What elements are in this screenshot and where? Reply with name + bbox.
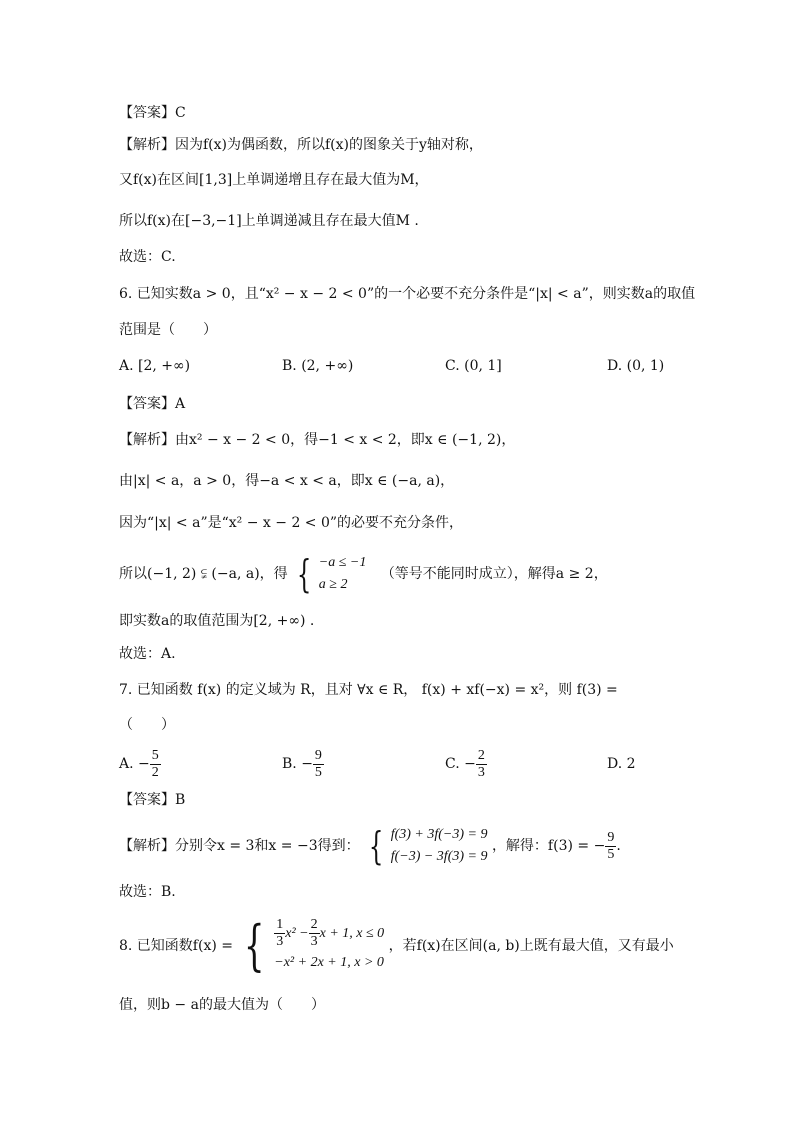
equation-case-2: f(−3) − 3f(3) = 9	[390, 849, 488, 864]
fraction-numerator: 5	[151, 747, 159, 763]
fraction-denominator: 5	[607, 846, 615, 862]
explanation-7-fraction	[605, 830, 616, 863]
left-brace-icon: {	[368, 824, 384, 868]
question-7-line-2: （ ）	[119, 717, 175, 733]
fraction-denominator: 3	[477, 764, 485, 780]
fraction-numerator: 2	[310, 917, 318, 933]
question-8-suffix: ，若f(x)在区间(a, b)上既有最大值，又有最小	[388, 938, 674, 954]
piecewise-case-1-end: x + 1, x ≤ 0	[319, 926, 385, 941]
explanation-6-line-1: 【解析】由x² − x − 2 < 0，得−1 < x < 2，即x ∈ (−1, 2)，	[119, 432, 516, 448]
piecewise-function	[274, 917, 384, 975]
piecewise-fraction-2	[309, 917, 320, 950]
explanation-5-line-1: 【解析】因为f(x)为偶函数，所以f(x)的图象关于y轴对称，	[119, 137, 483, 153]
question-7-line-1: 7. 已知函数 f(x) 的定义域为 R，且对 ∀x ∈ R， f(x) + xf(−x) = x²，则 f(3) =	[119, 682, 618, 698]
fraction-numerator: 2	[477, 747, 485, 763]
explanation-7-line-1	[119, 822, 621, 870]
fraction-numerator: 9	[314, 747, 322, 763]
q6-option-a: A. [2, +∞)	[119, 358, 191, 374]
selection-6: 故选：A.	[119, 646, 176, 662]
explanation-6-line-4-suffix: （等号不能同时成立），解得a ≥ 2，	[380, 566, 608, 582]
q6-option-c: C. (0, 1]	[445, 358, 502, 374]
answer-line-7: 【答案】B	[119, 792, 186, 808]
selection-7: 故选：B.	[119, 884, 176, 900]
q6-option-b: B. (2, +∞)	[282, 358, 354, 374]
question-6-line-1: 6. 已知实数a > 0，且“x² − x − 2 < 0”的一个必要不充分条件是“|x| < a”，则实数a的取值	[119, 286, 696, 302]
explanation-6-line-4-prefix: 所以(−1, 2) ⫋ (−a, a)，得	[119, 566, 288, 582]
question-8-line-2: 值，则b − a的最大值为（ ）	[119, 997, 325, 1013]
explanation-5-line-3: 所以f(x)在[−3,−1]上单调递减且存在最大值M .	[119, 213, 419, 229]
inequality-system	[319, 552, 367, 596]
explanation-7-middle: ，解得：f(3) = −	[491, 838, 606, 854]
explanation-6-line-4	[119, 550, 608, 598]
question-6-line-2: 范围是（ ）	[119, 322, 217, 338]
q7-option-c	[445, 744, 487, 784]
q7-option-b	[282, 744, 324, 784]
q7-option-c-fraction	[476, 748, 487, 781]
question-8-prefix: 8. 已知函数f(x) =	[119, 938, 233, 954]
piecewise-case-2: −x² + 2x + 1, x > 0	[274, 955, 384, 970]
explanation-6-line-3: 因为“|x| < a”是“x² − x − 2 < 0”的必要不充分条件，	[119, 515, 464, 531]
q6-option-d: D. (0, 1)	[607, 358, 665, 374]
q7-option-a	[119, 744, 161, 784]
explanation-7-period: .	[616, 838, 621, 854]
selection-5: 故选：C.	[119, 249, 176, 265]
q7-option-c-label: C. −	[445, 756, 476, 772]
q7-option-d: D. 2	[607, 756, 636, 772]
equation-system	[391, 824, 488, 868]
left-brace-icon: {	[244, 914, 265, 977]
piecewise-case-1	[274, 917, 384, 951]
fraction-denominator: 2	[151, 764, 159, 780]
piecewise-fraction-1	[274, 917, 285, 950]
explanation-6-line-5: 即实数a的取值范围为[2, +∞) .	[119, 613, 315, 629]
explanation-5-line-2: 又f(x)在区间[1,3]上单调递增且存在最大值为M，	[119, 172, 429, 188]
fraction-denominator: 5	[314, 764, 322, 780]
question-8-line-1	[119, 914, 674, 978]
answer-line-6: 【答案】A	[119, 396, 186, 412]
inequality-case-2: a ≥ 2	[318, 577, 348, 592]
fraction-numerator: 1	[276, 917, 284, 933]
inequality-case-1: −a ≤ −1	[318, 555, 367, 570]
explanation-6-line-2: 由|x| < a，a > 0，得−a < x < a，即x ∈ (−a, a)，	[119, 473, 455, 489]
explanation-7-prefix: 【解析】分别令x = 3和x = −3得到：	[119, 838, 360, 854]
q7-option-a-fraction	[150, 748, 161, 781]
q7-option-b-fraction	[313, 748, 324, 781]
equation-case-1: f(3) + 3f(−3) = 9	[390, 827, 488, 842]
left-brace-icon: {	[296, 552, 312, 596]
fraction-numerator: 9	[607, 829, 615, 845]
q7-option-b-label: B. −	[282, 756, 313, 772]
q7-option-a-label: A. −	[119, 756, 150, 772]
answer-line-5: 【答案】C	[119, 105, 186, 121]
fraction-denominator: 3	[310, 934, 318, 950]
fraction-denominator: 3	[276, 934, 284, 950]
piecewise-case-1-mid: x² −	[285, 926, 309, 941]
